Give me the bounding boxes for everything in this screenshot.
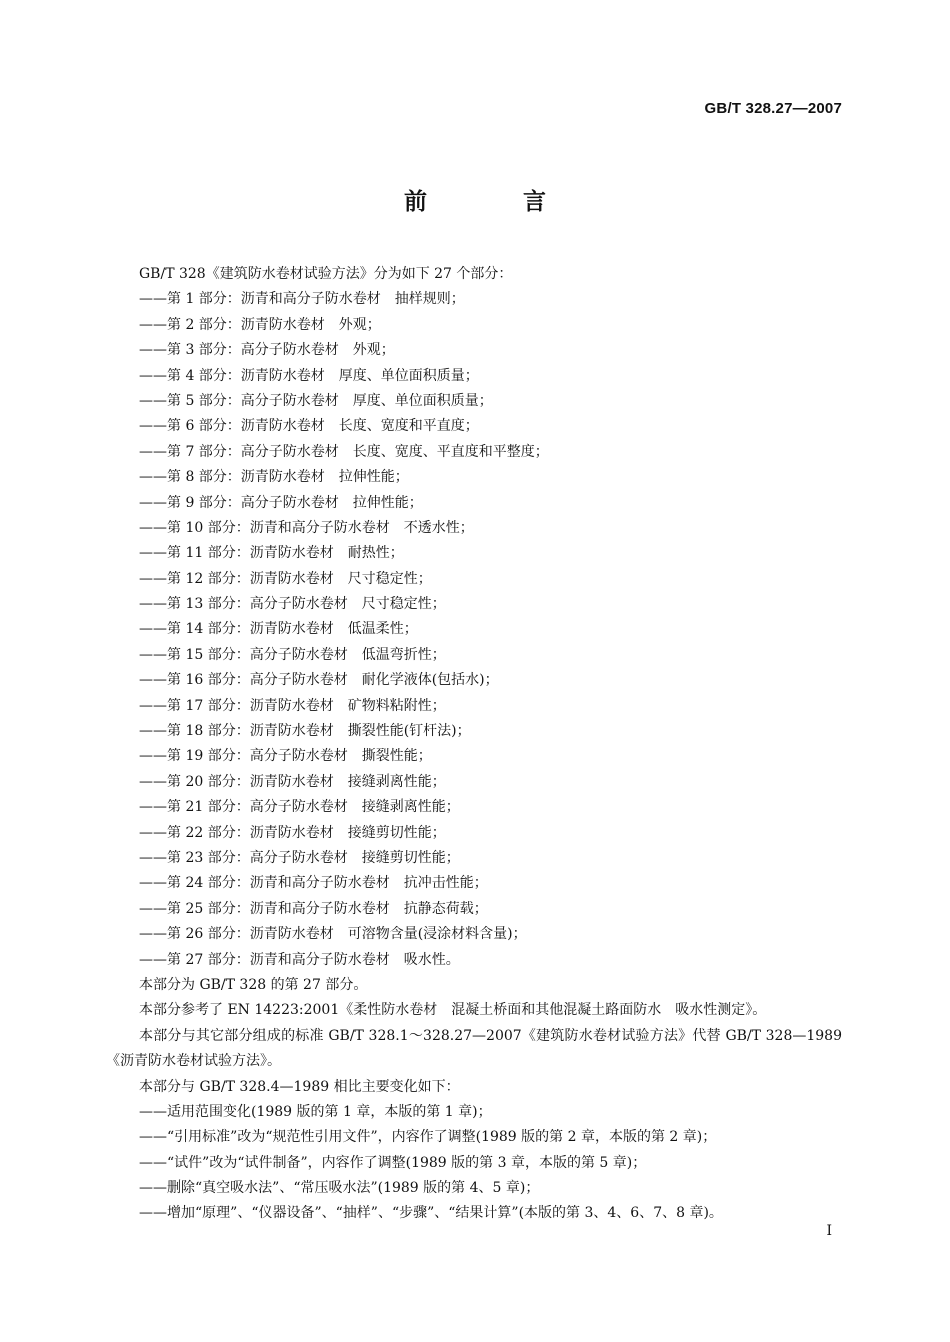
parts-list [106,287,842,973]
part-list-item: ——第 11 部分：沥青防水卷材 耐热性； [139,545,404,562]
part-list-item: ——第 1 部分：沥青和高分子防水卷材 抽样规则； [139,291,465,308]
part-list-item: ——第 17 部分：沥青防水卷材 矿物料粘附性； [139,697,446,714]
part-list-item: ——第 13 部分：高分子防水卷材 尺寸稳定性； [139,596,446,613]
change-list-item: ——“引用标准”改为“规范性引用文件”，内容作了调整(1989 版的第 2 章，本版的第 2 章)； [139,1129,717,1146]
foreword-body [106,262,842,1227]
part-list-item: ——第 26 部分：沥青防水卷材 可溶物含量(浸涂材料含量)； [139,926,527,943]
this-part-paragraph: 本部分为 GB/T 328 的第 27 部分。 [139,976,368,993]
replace-paragraph: 本部分与其它部分组成的标准 GB/T 328.1～328.27—2007《建筑防水卷材试验方法》代替 GB/T 328—1989《沥青防水卷材试验方法》。 [106,1027,842,1070]
part-list-item: ——第 2 部分：沥青防水卷材 外观； [139,316,381,333]
page-number: I [826,1223,832,1239]
part-list-item: ——第 27 部分：沥青和高分子防水卷材 吸水性。 [139,951,460,968]
part-list-item: ——第 12 部分：沥青防水卷材 尺寸稳定性； [139,570,432,587]
change-list-item: ——增加“原理”、“仪器设备”、“抽样”、“步骤”、“结果计算”(本版的第 3、4、6、7、8 章)。 [139,1205,723,1222]
part-list-item: ——第 14 部分：沥青防水卷材 低温柔性； [139,621,418,638]
part-list-item: ——第 9 部分：高分子防水卷材 拉伸性能； [139,494,423,511]
part-list-item: ——第 19 部分：高分子防水卷材 撕裂性能； [139,748,432,765]
part-list-item: ——第 5 部分：高分子防水卷材 厚度、单位面积质量； [139,392,493,409]
part-list-item: ——第 18 部分：沥青防水卷材 撕裂性能(钉杆法)； [139,723,471,740]
part-list-item: ——第 25 部分：沥青和高分子防水卷材 抗静态荷载； [139,900,488,917]
standard-code: GB/T 328.27—2007 [704,100,842,117]
part-list-item: ——第 8 部分：沥青防水卷材 拉伸性能； [139,469,409,486]
part-list-item: ——第 20 部分：沥青防水卷材 接缝剥离性能； [139,773,446,790]
change-list-item: ——“试件”改为“试件制备”，内容作了调整(1989 版的第 3 章，本版的第 5 章)； [139,1154,647,1171]
part-list-item: ——第 7 部分：高分子防水卷材 长度、宽度、平直度和平整度； [139,443,549,460]
changes-intro-paragraph: 本部分与 GB/T 328.4—1989 相比主要变化如下： [139,1078,460,1095]
page-title: 前 言 [403,188,590,215]
part-list-item: ——第 22 部分：沥青防水卷材 接缝剪切性能； [139,824,446,841]
part-list-item: ——第 16 部分：高分子防水卷材 耐化学液体(包括水)； [139,672,499,689]
reference-paragraph: 本部分参考了 EN 14223:2001《柔性防水卷材 混凝土桥面和其他混凝土路面防水 吸水性测定》。 [139,1002,767,1019]
part-list-item: ——第 21 部分：高分子防水卷材 接缝剥离性能； [139,799,460,816]
changes-list [106,1100,842,1227]
change-list-item: ——删除“真空吸水法”、“常压吸水法”(1989 版的第 4、5 章)； [139,1180,540,1197]
part-list-item: ——第 6 部分：沥青防水卷材 长度、宽度和平直度； [139,418,479,435]
part-list-item: ——第 3 部分：高分子防水卷材 外观； [139,342,395,359]
part-list-item: ——第 15 部分：高分子防水卷材 低温弯折性； [139,646,446,663]
part-list-item: ——第 4 部分：沥青防水卷材 厚度、单位面积质量； [139,367,479,384]
part-list-item: ——第 24 部分：沥青和高分子防水卷材 抗冲击性能； [139,875,488,892]
change-list-item: ——适用范围变化(1989 版的第 1 章，本版的第 1 章)； [139,1103,492,1120]
part-list-item: ——第 10 部分：沥青和高分子防水卷材 不透水性； [139,519,474,536]
part-list-item: ——第 23 部分：高分子防水卷材 接缝剪切性能； [139,849,460,866]
intro-paragraph: GB/T 328《建筑防水卷材试验方法》分为如下 27 个部分： [139,266,513,282]
